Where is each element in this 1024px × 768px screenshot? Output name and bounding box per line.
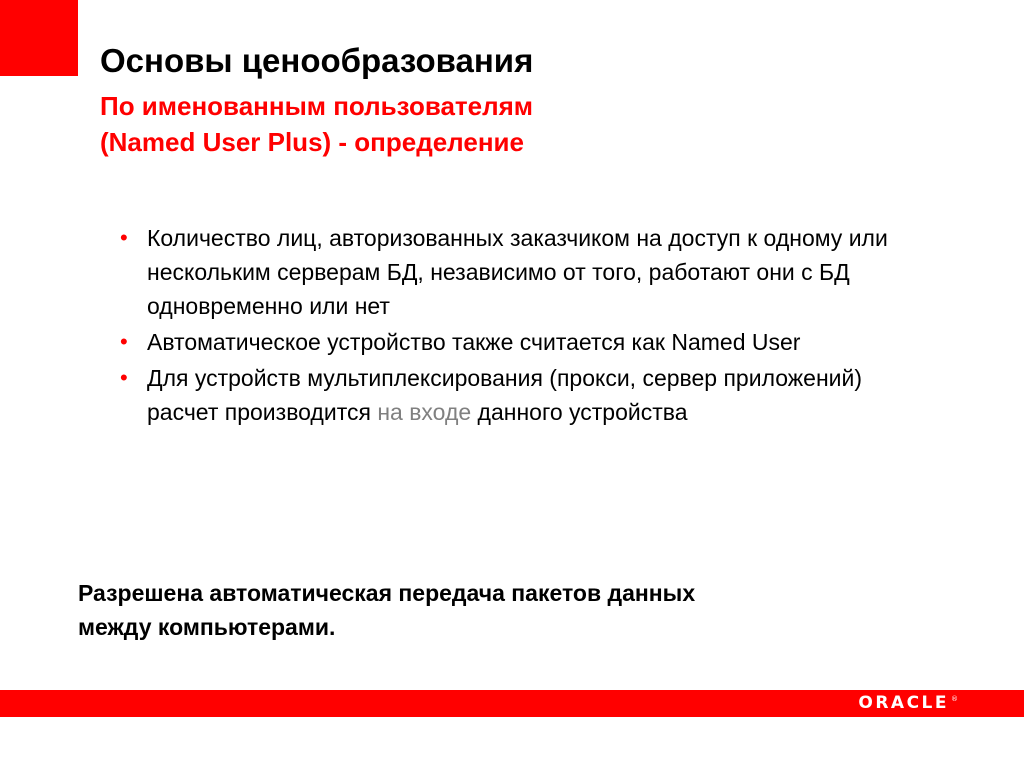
bullet-text-2: Автоматическое устройство также считается как Named User: [147, 329, 801, 355]
bullet-item-1: [120, 221, 920, 323]
bullet-item-2: [120, 325, 920, 359]
bullet-text-3-end: данного устройства: [471, 399, 688, 425]
corner-accent-block: [0, 0, 78, 76]
footer-note-line-2: между компьютерами.: [78, 614, 336, 640]
bullet-dot-icon: •: [120, 329, 128, 354]
bullet-list: [120, 221, 920, 431]
bullet-item-3: [120, 361, 920, 429]
bullet-dot-icon: •: [120, 225, 128, 250]
subtitle-line-1: По именованным пользователям: [100, 91, 534, 121]
oracle-logo-text: ORACLE: [858, 693, 949, 713]
bullet-text-3-start: Для устройств мультиплексирования (прокси, сервер приложений) расчет производится: [147, 365, 863, 425]
slide-title: Основы ценообразования: [100, 42, 534, 79]
footer-note-line-1: Разрешена автоматическая передача пакетов данных: [78, 580, 696, 606]
bullet-text-1: Количество лиц, авторизованных заказчиком на доступ к одному или нескольким серверам БД, независимо от того, работают они с БД одновременно или нет: [147, 225, 888, 319]
bottom-red-bar: [0, 690, 1024, 717]
subtitle-line-2: (Named User Plus) - определение: [100, 127, 524, 157]
slide-subtitle: [100, 88, 533, 160]
footer-note: [78, 576, 898, 644]
bullet-dot-icon: •: [120, 365, 128, 390]
registered-mark: ®: [951, 695, 958, 703]
bullet-highlight-text: на входе: [377, 399, 472, 425]
oracle-logo: [858, 693, 958, 714]
